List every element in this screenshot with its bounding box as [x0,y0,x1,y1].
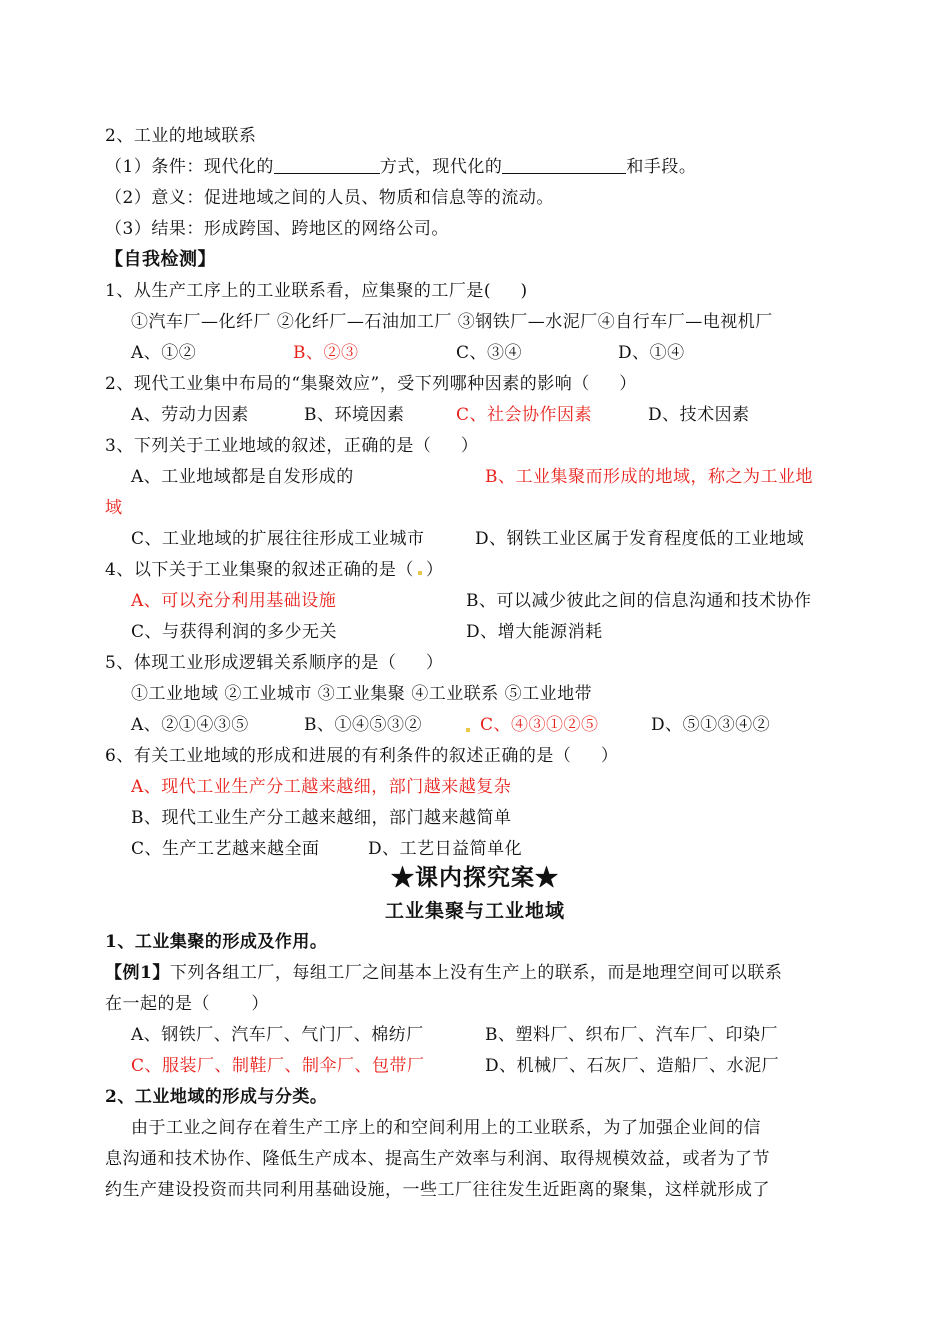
q4-option-d: D、增大能源消耗 [466,622,603,642]
q4-option-c: C、与获得利润的多少无关 [131,622,338,642]
condition-suffix: 和手段。 [626,157,697,177]
q1-option-c: C、③④ [456,343,523,363]
q1-option-d: D、①④ [618,343,685,363]
q6-option-d: D、工艺日益简单化 [368,839,523,859]
q3-option-d: D、钢铁工业区属于发育程度低的工业地域 [475,529,805,549]
q6-stem: 6、有关工业地域的形成和进展的有利条件的叙述正确的是（ ） [105,746,619,766]
example-option-a: A、钢铁厂、汽车厂、气门厂、棉纺厂 [131,1025,424,1045]
q5-option-d: D、⑤①③④② [651,715,771,735]
q6-option-c: C、生产工艺越来越全面 [131,839,320,859]
q2-option-a: A、劳动力因素 [131,405,249,425]
s1-title: 1、工业集聚的形成及作用。 [105,932,328,952]
s2-title: 2、工业地域的形成与分类。 [105,1087,328,1107]
q1-stem: 1、从生产工序上的工业联系看，应集聚的工厂是( ) [105,281,528,301]
q3-option-b-wrap: 域 [105,498,123,518]
example-stem-1: 下列各组工厂，每组工厂之间基本上没有生产上的联系，而是地理空间可以联系 [169,963,783,983]
example-option-b: B、塑料厂、织布厂、汽车厂、印染厂 [485,1025,778,1045]
q6-option-a: A、现代工业生产分工越来越细，部门越来越复杂 [131,777,512,797]
q4-option-b: B、可以减少彼此之间的信息沟通和技术协作 [466,591,812,611]
stray-mark [418,571,422,575]
example-stem [105,962,782,984]
inquiry-subheading: 工业集聚与工业地域 [384,900,565,922]
section-title: 2、工业的地域联系 [105,126,257,146]
q2-stem: 2、现代工业集中布局的“集聚效应”，受下列哪种因素的影响（ ） [105,374,637,394]
paragraph-line-2: 息沟通和技术协作、隆低生产成本、提高生产效率与利润、取得规模效益，或者为了节 [105,1149,770,1169]
result-line: （3）结果：形成跨国、跨地区的网络公司。 [105,219,449,239]
example-option-d: D、机械厂、石灰厂、造船厂、水泥厂 [485,1056,780,1076]
meaning-line: （2）意义：促进地域之间的人员、物质和信息等的流动。 [105,188,554,208]
example-label: 【例1】 [105,963,170,983]
q4-stem-b: ） [425,560,444,580]
q4-option-a: A、可以充分利用基础设施 [131,591,337,611]
q2-option-d: D、技术因素 [648,405,750,425]
q4-stem [105,559,443,581]
q2-option-b: B、环境因素 [304,405,405,425]
blank-field [502,157,626,174]
q5-option-c: C、④③①②⑤ [480,715,599,735]
condition-line [105,156,696,178]
blank-field [274,157,380,174]
inquiry-heading: ★课内探究案★ [391,864,559,891]
q5-stem: 5、体现工业形成逻辑关系顺序的是（ ） [105,653,444,673]
q4-stem-a: 4、以下关于工业集聚的叙述正确的是（ [105,560,414,580]
q3-option-b: B、工业集聚而形成的地域，称之为工业地 [485,467,813,487]
q3-option-c: C、工业地域的扩展往往形成工业城市 [131,529,425,549]
condition-mid: 方式，现代化的 [379,157,503,177]
q3-stem: 3、下列关于工业地域的叙述，正确的是（ ） [105,436,479,456]
q6-option-b: B、现代工业生产分工越来越细，部门越来越简单 [131,808,512,828]
stray-mark [466,728,470,732]
example-option-c: C、服装厂、制鞋厂、制伞厂、包带厂 [131,1056,425,1076]
q3-option-a: A、工业地域都是自发形成的 [131,467,354,487]
q5-items: ①工业地域 ②工业城市 ③工业集聚 ④工业联系 ⑤工业地带 [131,684,593,704]
q1-option-a: A、①② [131,343,197,363]
self-test-heading: 【自我检测】 [105,249,216,270]
q5-option-a: A、②①④③⑤ [131,715,249,735]
q5-option-b: B、①④⑤③② [304,715,422,735]
example-stem-2: 在一起的是（ ） [105,994,269,1014]
q1-option-b: B、②③ [293,343,359,363]
q2-option-c: C、社会协作因素 [456,405,593,425]
paragraph-line-3: 约生产建设投资而共同利用基础设施，一些工厂往往发生近距离的聚集，这样就形成了 [105,1180,770,1200]
condition-prefix: （1）条件：现代化的 [105,157,274,177]
paragraph-line-1: 由于工业之间存在着生产工序上的和空间利用上的工业联系，为了加强企业间的信 [131,1118,761,1138]
q1-items: ①汽车厂—化纤厂 ②化纤厂—石油加工厂 ③钢铁厂—水泥厂④自行车厂—电视机厂 [131,312,773,332]
